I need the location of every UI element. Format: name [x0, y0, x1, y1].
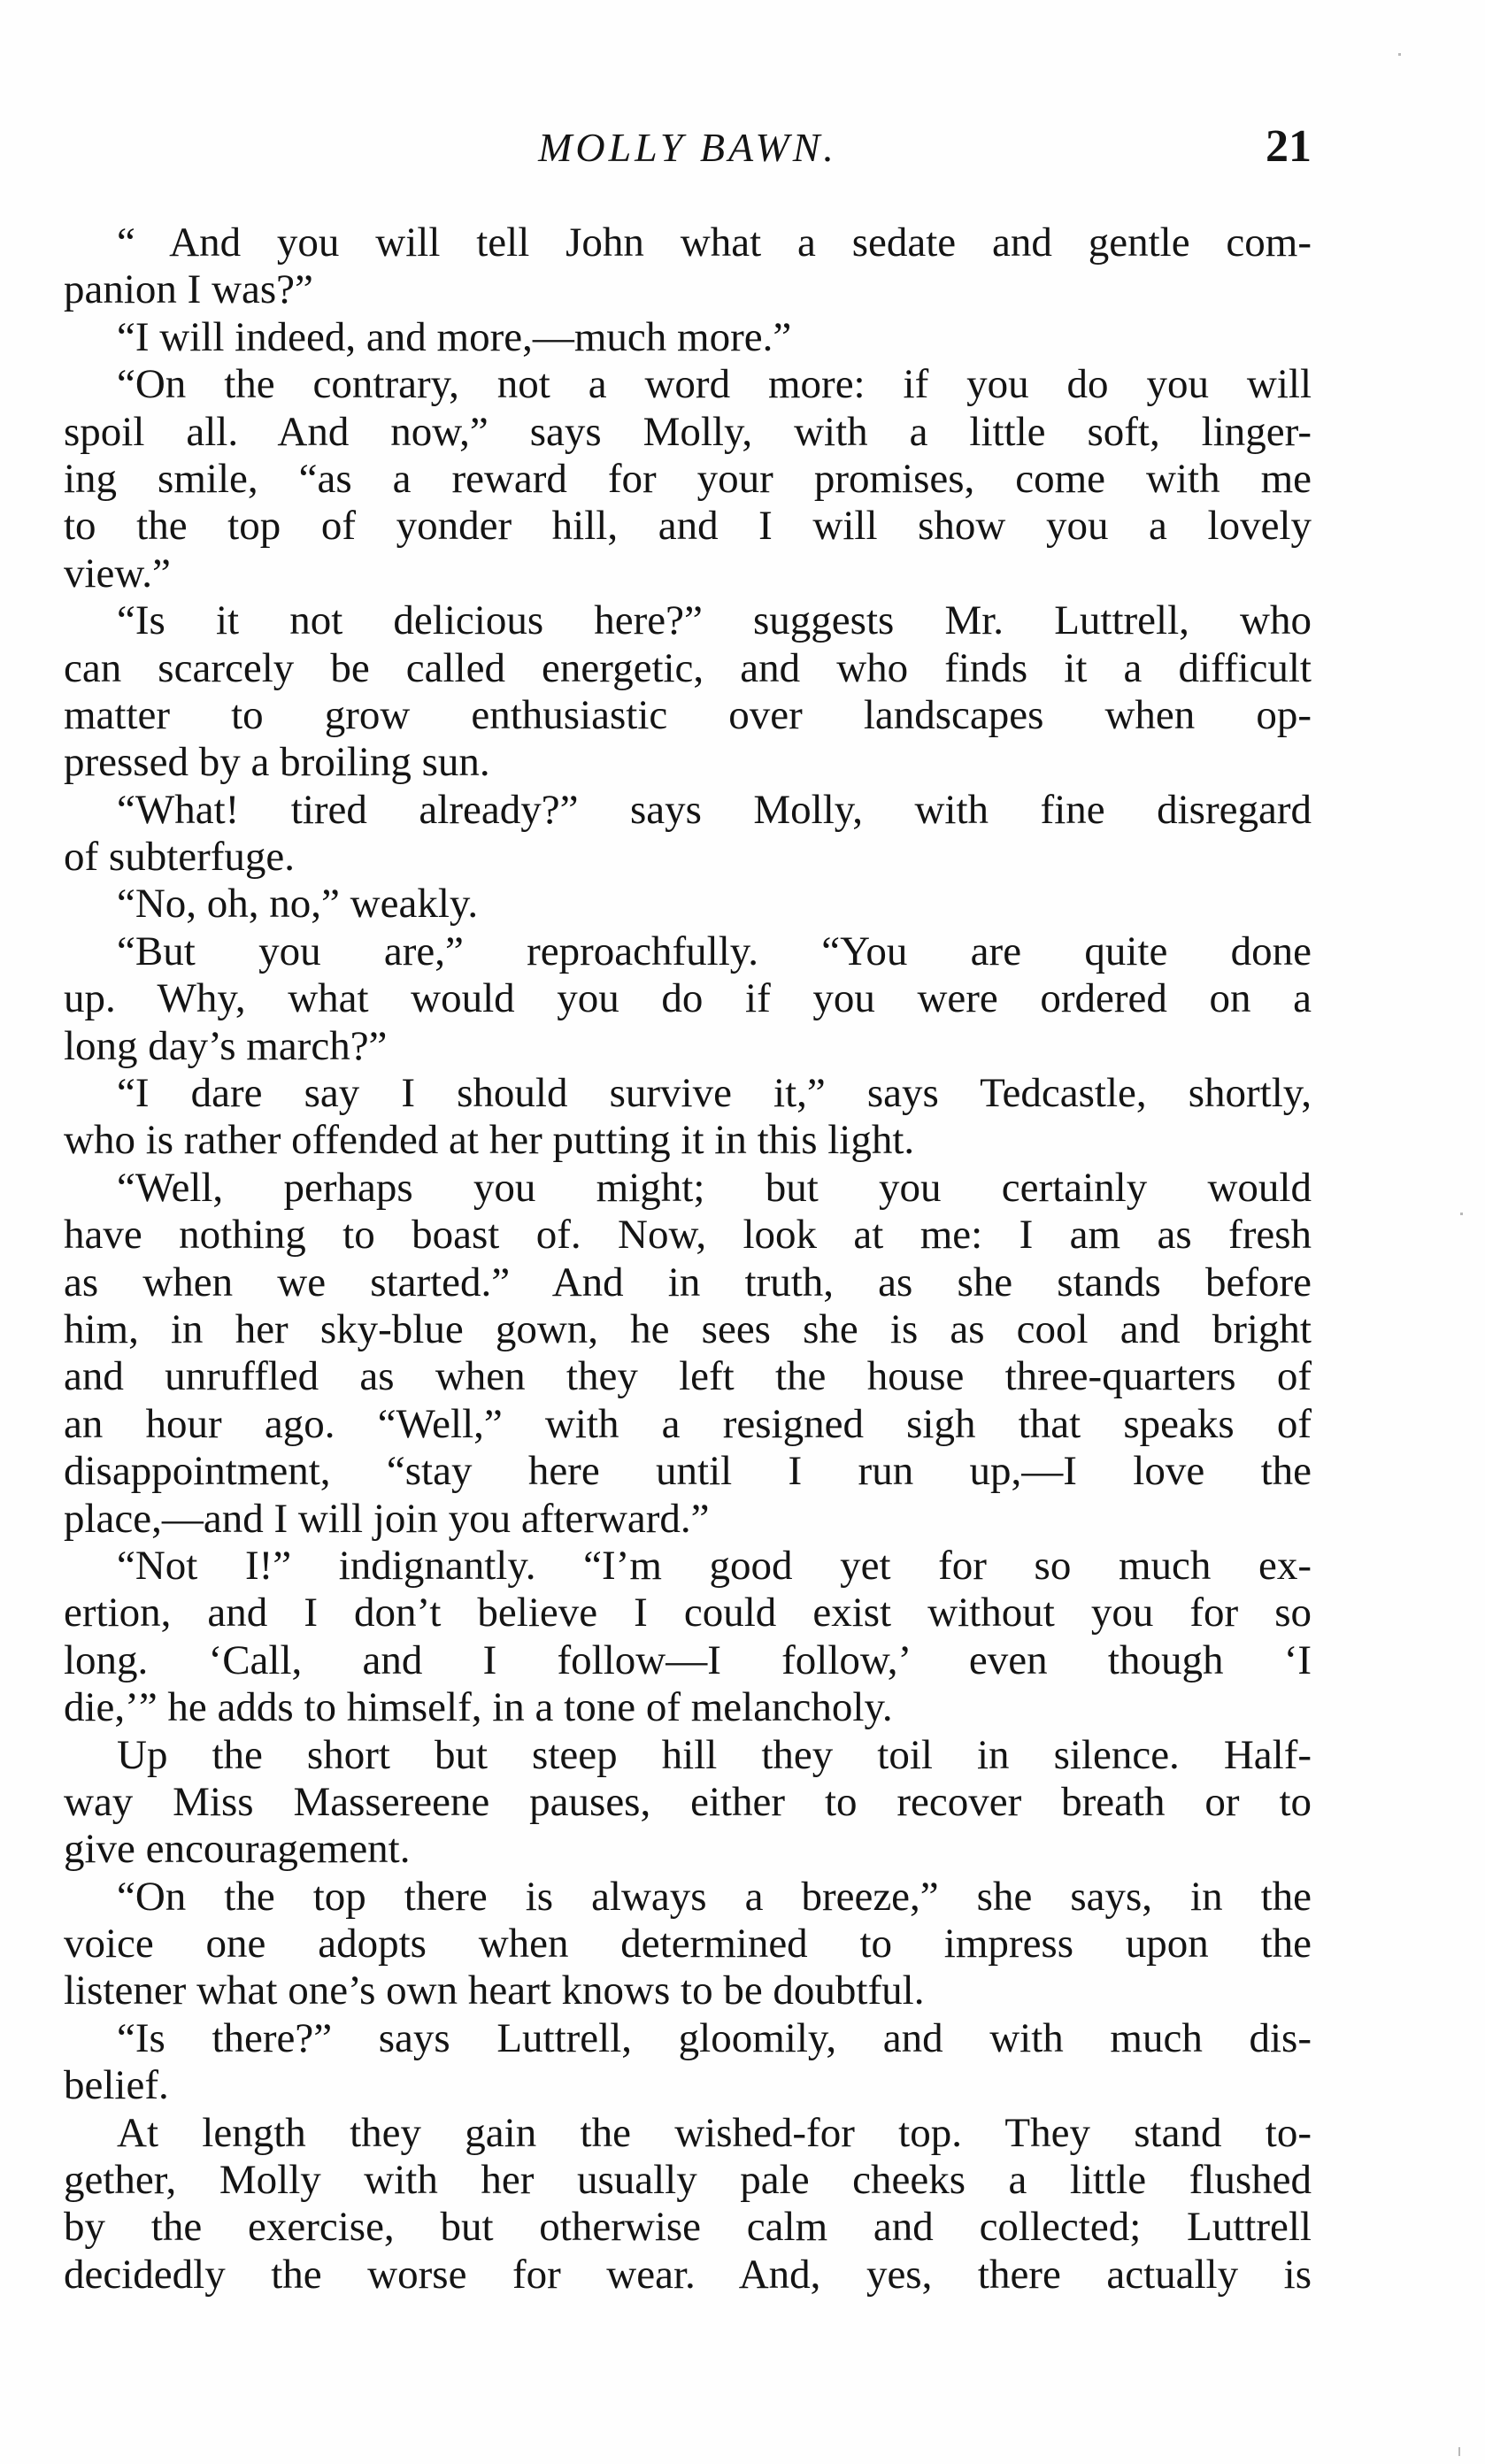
- text-line: have nothing to boast of. Now, look at me: I am as fresh: [64, 1212, 1312, 1259]
- body-text: [64, 219, 1312, 2298]
- page-number: 21: [1266, 121, 1312, 172]
- text-line: an hour ago. “Well,” with a resigned sigh that speaks of: [64, 1400, 1312, 1447]
- text-line: “No, oh, no,” weakly.: [117, 881, 479, 928]
- text-line: long day’s march?”: [64, 1022, 388, 1069]
- text-line: ertion, and I don’t believe I could exist without you for so: [64, 1590, 1312, 1636]
- text-line: decidedly the worse for wear. And, yes, there actually is: [64, 2251, 1312, 2298]
- text-line: give encouragement.: [64, 1826, 411, 1873]
- text-line: “I dare say I should survive it,” says Tedcastle, shortly,: [117, 1070, 1312, 1117]
- text-line: “But you are,” reproachfully. “You are quite done: [117, 928, 1312, 974]
- text-line: die,’” he adds to himself, in a tone of melancholy.: [64, 1684, 893, 1731]
- text-line: of subterfuge.: [64, 834, 296, 881]
- text-line: and unruffled as when they left the house three-quarters of: [64, 1353, 1312, 1400]
- text-line: gether, Molly with her usually pale cheeks a little flushed: [64, 2157, 1312, 2204]
- text-line: belief.: [64, 2062, 169, 2109]
- text-line: “Is there?” says Luttrell, gloomily, and with much dis-: [117, 2014, 1312, 2061]
- text-line: him, in her sky-blue gown, he sees she is as cool and bright: [64, 1305, 1312, 1352]
- text-line: “I will indeed, and more,—much more.”: [117, 313, 792, 360]
- text-line: “ And you will tell John what a sedate and gentle com-: [117, 219, 1312, 266]
- page-speck: [1398, 53, 1401, 56]
- text-line: voice one adopts when determined to impress upon the: [64, 1921, 1312, 1967]
- text-line: can scarcely be called energetic, and who finds it a difficult: [64, 644, 1312, 691]
- text-line: pressed by a broiling sun.: [64, 739, 490, 786]
- text-line: as when we started.” And in truth, as she stands before: [64, 1259, 1312, 1305]
- text-line: by the exercise, but otherwise calm and collected; Luttrell: [64, 2204, 1312, 2251]
- running-title: MOLLY BAWN.: [538, 125, 837, 170]
- text-line: Up the short but steep hill they toil in silence. Half-: [117, 1731, 1312, 1778]
- text-line: view.”: [64, 550, 171, 597]
- text-line: disappointment, “stay here until I run up,—I love the: [64, 1448, 1312, 1495]
- running-header: [64, 121, 1312, 186]
- text-line: long. ‘Call, and I follow—I follow,’ even though ‘I: [64, 1636, 1312, 1683]
- text-line: to the top of yonder hill, and I will show you a lovely: [64, 503, 1312, 550]
- text-line: “Well, perhaps you might; but you certainly would: [117, 1164, 1312, 1211]
- text-line: listener what one’s own heart knows to be doubtful.: [64, 1967, 925, 2014]
- text-line: spoil all. And now,” says Molly, with a little soft, linger-: [64, 408, 1312, 455]
- text-line: “On the top there is always a breeze,” she says, in the: [117, 1873, 1312, 1920]
- text-line: At length they gain the wished-for top. They stand to-: [117, 2109, 1312, 2156]
- text-line: matter to grow enthusiastic over landscapes when op-: [64, 691, 1312, 738]
- text-line: way Miss Massereene pauses, either to recover breath or to: [64, 1778, 1312, 1825]
- text-line: panion I was?”: [64, 266, 313, 313]
- text-line: “Not I!” indignantly. “I’m good yet for so much ex-: [117, 1542, 1312, 1589]
- page-speck: [1460, 1213, 1463, 1215]
- text-line: up. Why, what would you do if you were ordered on a: [64, 975, 1312, 1022]
- text-line: who is rather offended at her putting it in this light.: [64, 1117, 915, 1164]
- page-speck: [1458, 2447, 1460, 2456]
- text-line: place,—and I will join you afterward.”: [64, 1495, 710, 1542]
- text-line: ing smile, “as a reward for your promises, come with me: [64, 455, 1312, 502]
- text-line: “What! tired already?” says Molly, with fine disregard: [117, 786, 1312, 833]
- text-line: “Is it not delicious here?” suggests Mr. Luttrell, who: [117, 597, 1312, 644]
- text-line: “On the contrary, not a word more: if you do you will: [117, 361, 1312, 408]
